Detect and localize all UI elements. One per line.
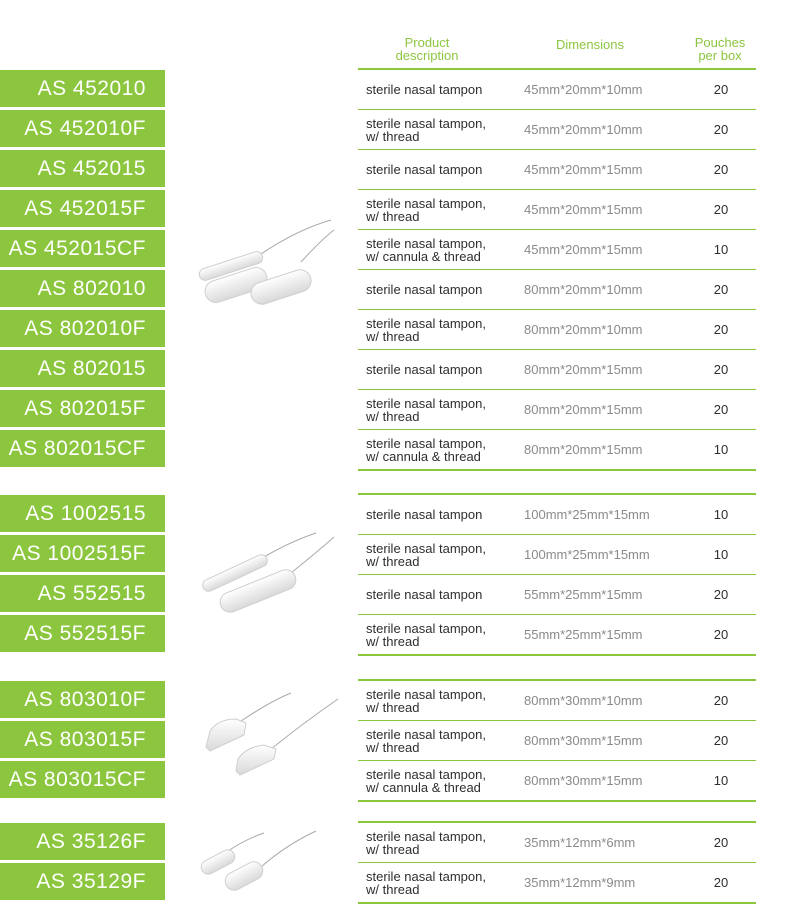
product-description: [366, 350, 516, 389]
pouches-per-box: 20: [713, 122, 729, 137]
pouches-per-box: 20: [713, 733, 729, 748]
product-description: [366, 615, 516, 654]
description-line: w/ thread: [366, 881, 420, 897]
product-description: [366, 70, 516, 109]
description-line: sterile nasal tampon,: [366, 620, 486, 636]
product-description: [366, 310, 516, 349]
product-description: [366, 150, 516, 189]
header-description-line1: Product: [404, 35, 450, 50]
table-row: [358, 575, 756, 615]
product-table: [358, 68, 756, 471]
description-line: w/ thread: [366, 208, 420, 224]
description-line: sterile nasal tampon,: [366, 766, 486, 782]
product-description-text: [366, 508, 482, 521]
table-row: [358, 350, 756, 390]
product-code: AS 35126F: [0, 823, 165, 860]
product-dimensions: 80mm*20mm*10mm: [524, 282, 643, 297]
table-row: [358, 310, 756, 350]
product-code: AS 802010: [0, 270, 165, 307]
pouches-per-box: 20: [713, 282, 729, 297]
product-description-text: [366, 317, 486, 343]
nasal-tampon-image: [166, 495, 358, 655]
product-dimensions: 55mm*25mm*15mm: [524, 587, 643, 602]
product-dimensions: 45mm*20mm*15mm: [524, 202, 643, 217]
table-row: [358, 863, 756, 902]
product-code: AS 803010F: [0, 681, 165, 718]
product-code: AS 1002515: [0, 495, 165, 532]
product-code: AS 803015F: [0, 721, 165, 758]
product-description: [366, 575, 516, 614]
product-description: [366, 110, 516, 149]
product-description-text: [366, 397, 486, 423]
description-line: w/ thread: [366, 633, 420, 649]
pouches-per-box: 20: [713, 835, 729, 850]
pouches-per-box: 10: [713, 547, 729, 562]
product-code: AS 452015: [0, 150, 165, 187]
product-dimensions: 55mm*25mm*15mm: [524, 627, 643, 642]
product-image-box: [166, 495, 358, 655]
description-line: w/ thread: [366, 328, 420, 344]
table-row: [358, 70, 756, 110]
product-code: AS 452010F: [0, 110, 165, 147]
header-dimensions: Dimensions: [556, 37, 624, 52]
product-code: AS 452015CF: [0, 230, 165, 267]
product-description-text: [366, 237, 486, 263]
product-code: AS 452010: [0, 70, 165, 107]
pouches-per-box: 20: [713, 82, 729, 97]
table-row: [358, 615, 756, 654]
product-description-text: [366, 688, 486, 714]
product-description-text: [366, 542, 486, 568]
product-description: [366, 863, 516, 902]
description-line: sterile nasal tampon: [366, 362, 483, 377]
product-code-column: [0, 823, 165, 903]
product-description-text: [366, 117, 486, 143]
product-description: [366, 230, 516, 269]
product-description-text: [366, 768, 486, 794]
header-description-line2: description: [395, 48, 459, 63]
nasal-tampon-image: [166, 70, 358, 470]
product-description: [366, 681, 516, 720]
product-table: [358, 679, 756, 802]
product-description-text: [366, 728, 486, 754]
product-description-text: [366, 163, 482, 176]
table-row: [358, 823, 756, 863]
product-dimensions: 80mm*20mm*10mm: [524, 322, 643, 337]
table-row: [358, 681, 756, 721]
product-table: [358, 493, 756, 656]
product-group: [0, 821, 806, 905]
description-line: w/ thread: [366, 841, 420, 857]
product-description: [366, 190, 516, 229]
description-line: sterile nasal tampon,: [366, 540, 486, 556]
table-row: [358, 150, 756, 190]
table-row: [358, 495, 756, 535]
description-line: w/ cannula & thread: [366, 779, 481, 795]
description-line: sterile nasal tampon,: [366, 868, 486, 884]
description-line: sterile nasal tampon,: [366, 235, 486, 251]
product-description: [366, 390, 516, 429]
table-row: [358, 761, 756, 800]
description-line: sterile nasal tampon,: [366, 726, 486, 742]
product-group: [0, 68, 806, 472]
product-dimensions: 45mm*20mm*10mm: [524, 82, 643, 97]
product-dimensions: 80mm*30mm*15mm: [524, 773, 643, 788]
description-line: sterile nasal tampon,: [366, 395, 486, 411]
pouches-per-box: 20: [713, 693, 729, 708]
description-line: sterile nasal tampon,: [366, 686, 486, 702]
pouches-per-box: 20: [713, 402, 729, 417]
product-description: [366, 270, 516, 309]
product-description: [366, 535, 516, 574]
product-description: [366, 430, 516, 469]
table-row: [358, 430, 756, 469]
table-row: [358, 230, 756, 270]
pouches-per-box: 20: [713, 627, 729, 642]
description-line: w/ cannula & thread: [366, 448, 481, 464]
header-pouches-line1: Pouches: [694, 35, 746, 50]
product-code: AS 35129F: [0, 863, 165, 900]
product-dimensions: 100mm*25mm*15mm: [524, 507, 650, 522]
description-line: sterile nasal tampon: [366, 507, 483, 522]
product-dimensions: 45mm*20mm*10mm: [524, 122, 643, 137]
product-code: AS 802015F: [0, 390, 165, 427]
description-line: sterile nasal tampon,: [366, 195, 486, 211]
description-line: sterile nasal tampon: [366, 282, 483, 297]
product-dimensions: 100mm*25mm*15mm: [524, 547, 650, 562]
product-group: [0, 679, 806, 803]
table-row: [358, 535, 756, 575]
description-line: w/ thread: [366, 128, 420, 144]
table-row: [358, 390, 756, 430]
description-line: sterile nasal tampon: [366, 587, 483, 602]
table-row: [358, 270, 756, 310]
header-pouches-line2: per box: [698, 48, 742, 63]
pouches-per-box: 20: [713, 202, 729, 217]
product-dimensions: 35mm*12mm*9mm: [524, 875, 636, 890]
pouches-per-box: 20: [713, 875, 729, 890]
product-description: [366, 721, 516, 760]
product-dimensions: 80mm*20mm*15mm: [524, 442, 643, 457]
product-code: AS 802015CF: [0, 430, 165, 467]
product-code-column: [0, 681, 165, 801]
description-line: w/ cannula & thread: [366, 248, 481, 264]
product-description: [366, 823, 516, 862]
product-description-text: [366, 83, 482, 96]
product-description: [366, 761, 516, 800]
product-code: AS 552515: [0, 575, 165, 612]
product-group: [0, 493, 806, 657]
table-row: [358, 190, 756, 230]
product-description-text: [366, 870, 486, 896]
description-line: sterile nasal tampon,: [366, 315, 486, 331]
pouches-per-box: 20: [713, 322, 729, 337]
product-code: AS 1002515F: [0, 535, 165, 572]
product-code-column: [0, 70, 165, 470]
pouches-per-box: 10: [713, 507, 729, 522]
table-row: [358, 721, 756, 761]
product-description-text: [366, 437, 486, 463]
product-description-text: [366, 197, 486, 223]
description-line: sterile nasal tampon,: [366, 115, 486, 131]
product-description-text: [366, 830, 486, 856]
description-line: sterile nasal tampon: [366, 82, 483, 97]
product-description-text: [366, 622, 486, 648]
nasal-tampon-image: [166, 681, 358, 801]
pouches-per-box: 20: [713, 587, 729, 602]
product-image-box: [166, 70, 358, 470]
description-line: sterile nasal tampon: [366, 162, 483, 177]
pouches-per-box: 10: [713, 242, 729, 257]
description-line: w/ thread: [366, 553, 420, 569]
product-table: [358, 821, 756, 904]
description-line: sterile nasal tampon,: [366, 828, 486, 844]
product-code: AS 802015: [0, 350, 165, 387]
table-row: [358, 110, 756, 150]
product-code: AS 552515F: [0, 615, 165, 652]
product-image-box: [166, 681, 358, 801]
product-code: AS 803015CF: [0, 761, 165, 798]
description-line: w/ thread: [366, 699, 420, 715]
pouches-per-box: 10: [713, 442, 729, 457]
description-line: sterile nasal tampon,: [366, 435, 486, 451]
product-description: [366, 495, 516, 534]
product-dimensions: 45mm*20mm*15mm: [524, 162, 643, 177]
product-dimensions: 80mm*20mm*15mm: [524, 362, 643, 377]
product-code-column: [0, 495, 165, 655]
product-dimensions: 80mm*20mm*15mm: [524, 402, 643, 417]
pouches-per-box: 20: [713, 162, 729, 177]
nasal-tampon-image: [166, 823, 358, 903]
product-dimensions: 80mm*30mm*10mm: [524, 693, 643, 708]
product-description-text: [366, 363, 482, 376]
product-code: AS 802010F: [0, 310, 165, 347]
description-line: w/ thread: [366, 408, 420, 424]
product-image-box: [166, 823, 358, 903]
product-description-text: [366, 588, 482, 601]
pouches-per-box: 10: [713, 773, 729, 788]
pouches-per-box: 20: [713, 362, 729, 377]
product-code: AS 452015F: [0, 190, 165, 227]
description-line: w/ thread: [366, 739, 420, 755]
product-dimensions: 35mm*12mm*6mm: [524, 835, 636, 850]
product-dimensions: 80mm*30mm*15mm: [524, 733, 643, 748]
product-description-text: [366, 283, 482, 296]
product-dimensions: 45mm*20mm*15mm: [524, 242, 643, 257]
